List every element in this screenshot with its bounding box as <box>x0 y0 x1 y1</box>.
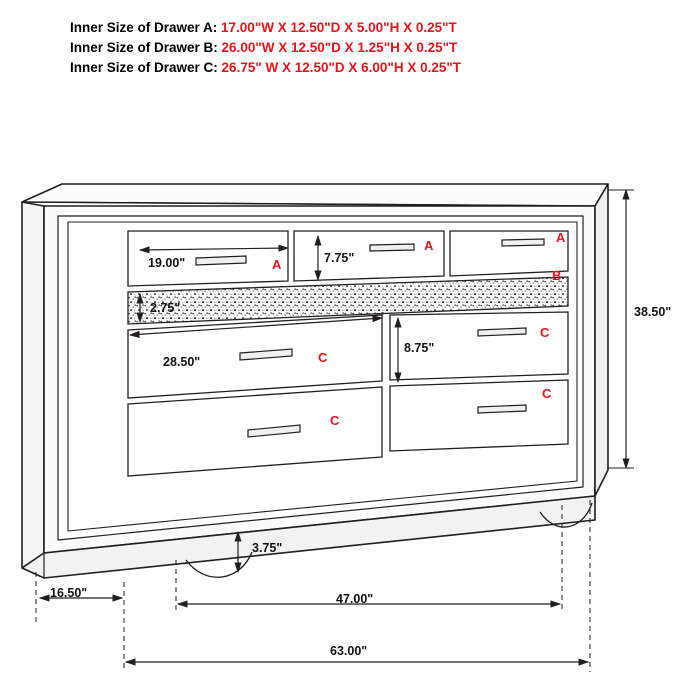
tag-drawer-c2: C <box>540 325 550 340</box>
dim-overall-width: 63.00" <box>330 644 368 658</box>
tag-drawer-a3: A <box>556 230 566 245</box>
spec-label-c: Inner Size of Drawer C: <box>70 60 222 75</box>
drawer-a2 <box>294 231 444 281</box>
dim-drawer-c-width: 28.50" <box>163 355 201 369</box>
tag-drawer-b: B <box>552 268 562 283</box>
tag-drawer-c3: C <box>330 413 340 428</box>
dim-drawer-a-height: 7.75" <box>324 251 355 265</box>
dim-depth: 16.50" <box>50 586 88 600</box>
tag-drawer-a2: A <box>424 238 434 253</box>
dim-foot-height: 3.75" <box>252 541 283 555</box>
tag-drawer-a1: A <box>272 257 282 272</box>
spec-label-a: Inner Size of Drawer A: <box>70 20 222 35</box>
tag-drawer-c4: C <box>542 386 552 401</box>
spec-value-c: 26.75" W X 12.50"D X 6.00"H X 0.25"T <box>221 60 462 75</box>
dim-drawer-a-width: 19.00" <box>148 256 186 270</box>
spec-label-b: Inner Size of Drawer B: <box>70 40 222 55</box>
dim-overall-height: 38.50" <box>634 305 672 319</box>
drawer-a3 <box>450 231 568 276</box>
drawer-faces <box>128 231 568 476</box>
dim-drawer-b-height: 2.75" <box>150 301 181 315</box>
spec-value-a: 17.00"W X 12.50"D X 5.00"H X 0.25"T <box>221 20 457 35</box>
spec-value-b: 26.00"W X 12.50"D X 1.25"H X 0.25"T <box>221 40 458 55</box>
dim-drawer-c-height: 8.75" <box>404 341 435 355</box>
dim-inner-width: 47.00" <box>336 592 374 606</box>
tag-drawer-c1: C <box>318 350 328 365</box>
